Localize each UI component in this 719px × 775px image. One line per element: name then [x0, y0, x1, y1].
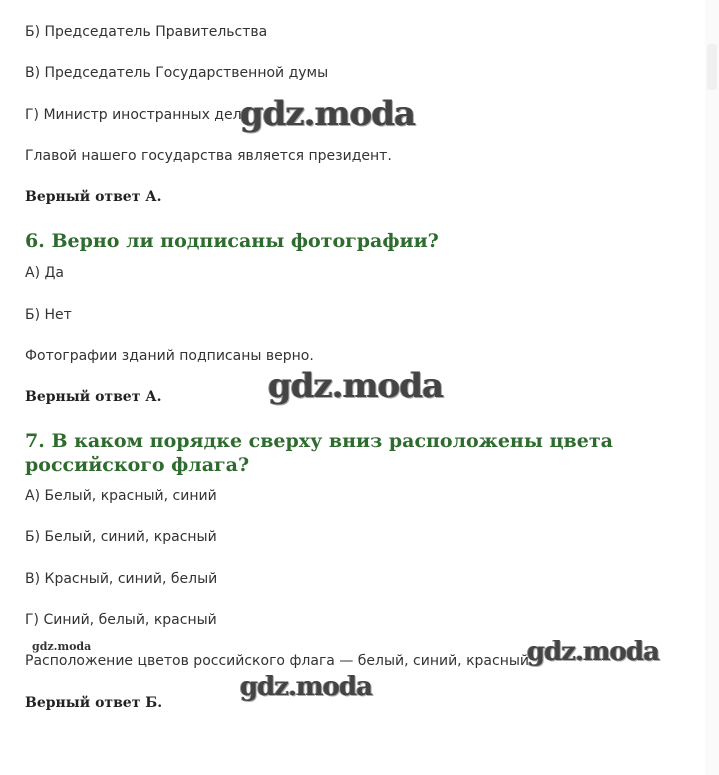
option-v: В) Красный, синий, белый — [25, 571, 218, 587]
scrollbar[interactable] — [705, 0, 719, 775]
question-6-heading: 6. Верно ли подписаны фотографии? — [25, 230, 439, 252]
scrollbar-thumb[interactable] — [707, 44, 717, 90]
option-a: А) Да — [25, 265, 65, 281]
option-a: А) Белый, красный, синий — [25, 488, 217, 504]
option-b: Б) Председатель Правительства — [25, 24, 268, 40]
watermark-logo: gdz.moda — [527, 637, 660, 667]
watermark-logo-small: gdz.moda — [32, 640, 92, 653]
question-7-heading: 7. В каком порядке сверху вниз расположены цвета российского флага? — [25, 430, 613, 476]
correct-answer: Верный ответ Б. — [25, 695, 163, 711]
option-b: Б) Белый, синий, красный — [25, 529, 217, 545]
correct-answer: Верный ответ А. — [25, 389, 162, 405]
watermark-logo: gdz.moda — [240, 672, 373, 702]
correct-answer: Верный ответ А. — [25, 189, 162, 205]
next-question-heading-cut — [25, 763, 685, 775]
option-g: Г) Министр иностранных дел — [25, 107, 242, 123]
option-v: В) Председатель Государственной думы — [25, 65, 329, 81]
watermark-logo: gdz.moda — [240, 94, 416, 134]
watermark-logo: gdz.moda — [268, 366, 444, 406]
option-g: Г) Синий, белый, красный — [25, 612, 217, 628]
explanation-text: Расположение цветов российского флага — белый, синий, красный. — [25, 653, 534, 669]
explanation-text: Главой нашего государства является президент. — [25, 148, 392, 164]
explanation-text: Фотографии зданий подписаны верно. — [25, 348, 314, 364]
option-b: Б) Нет — [25, 307, 72, 323]
